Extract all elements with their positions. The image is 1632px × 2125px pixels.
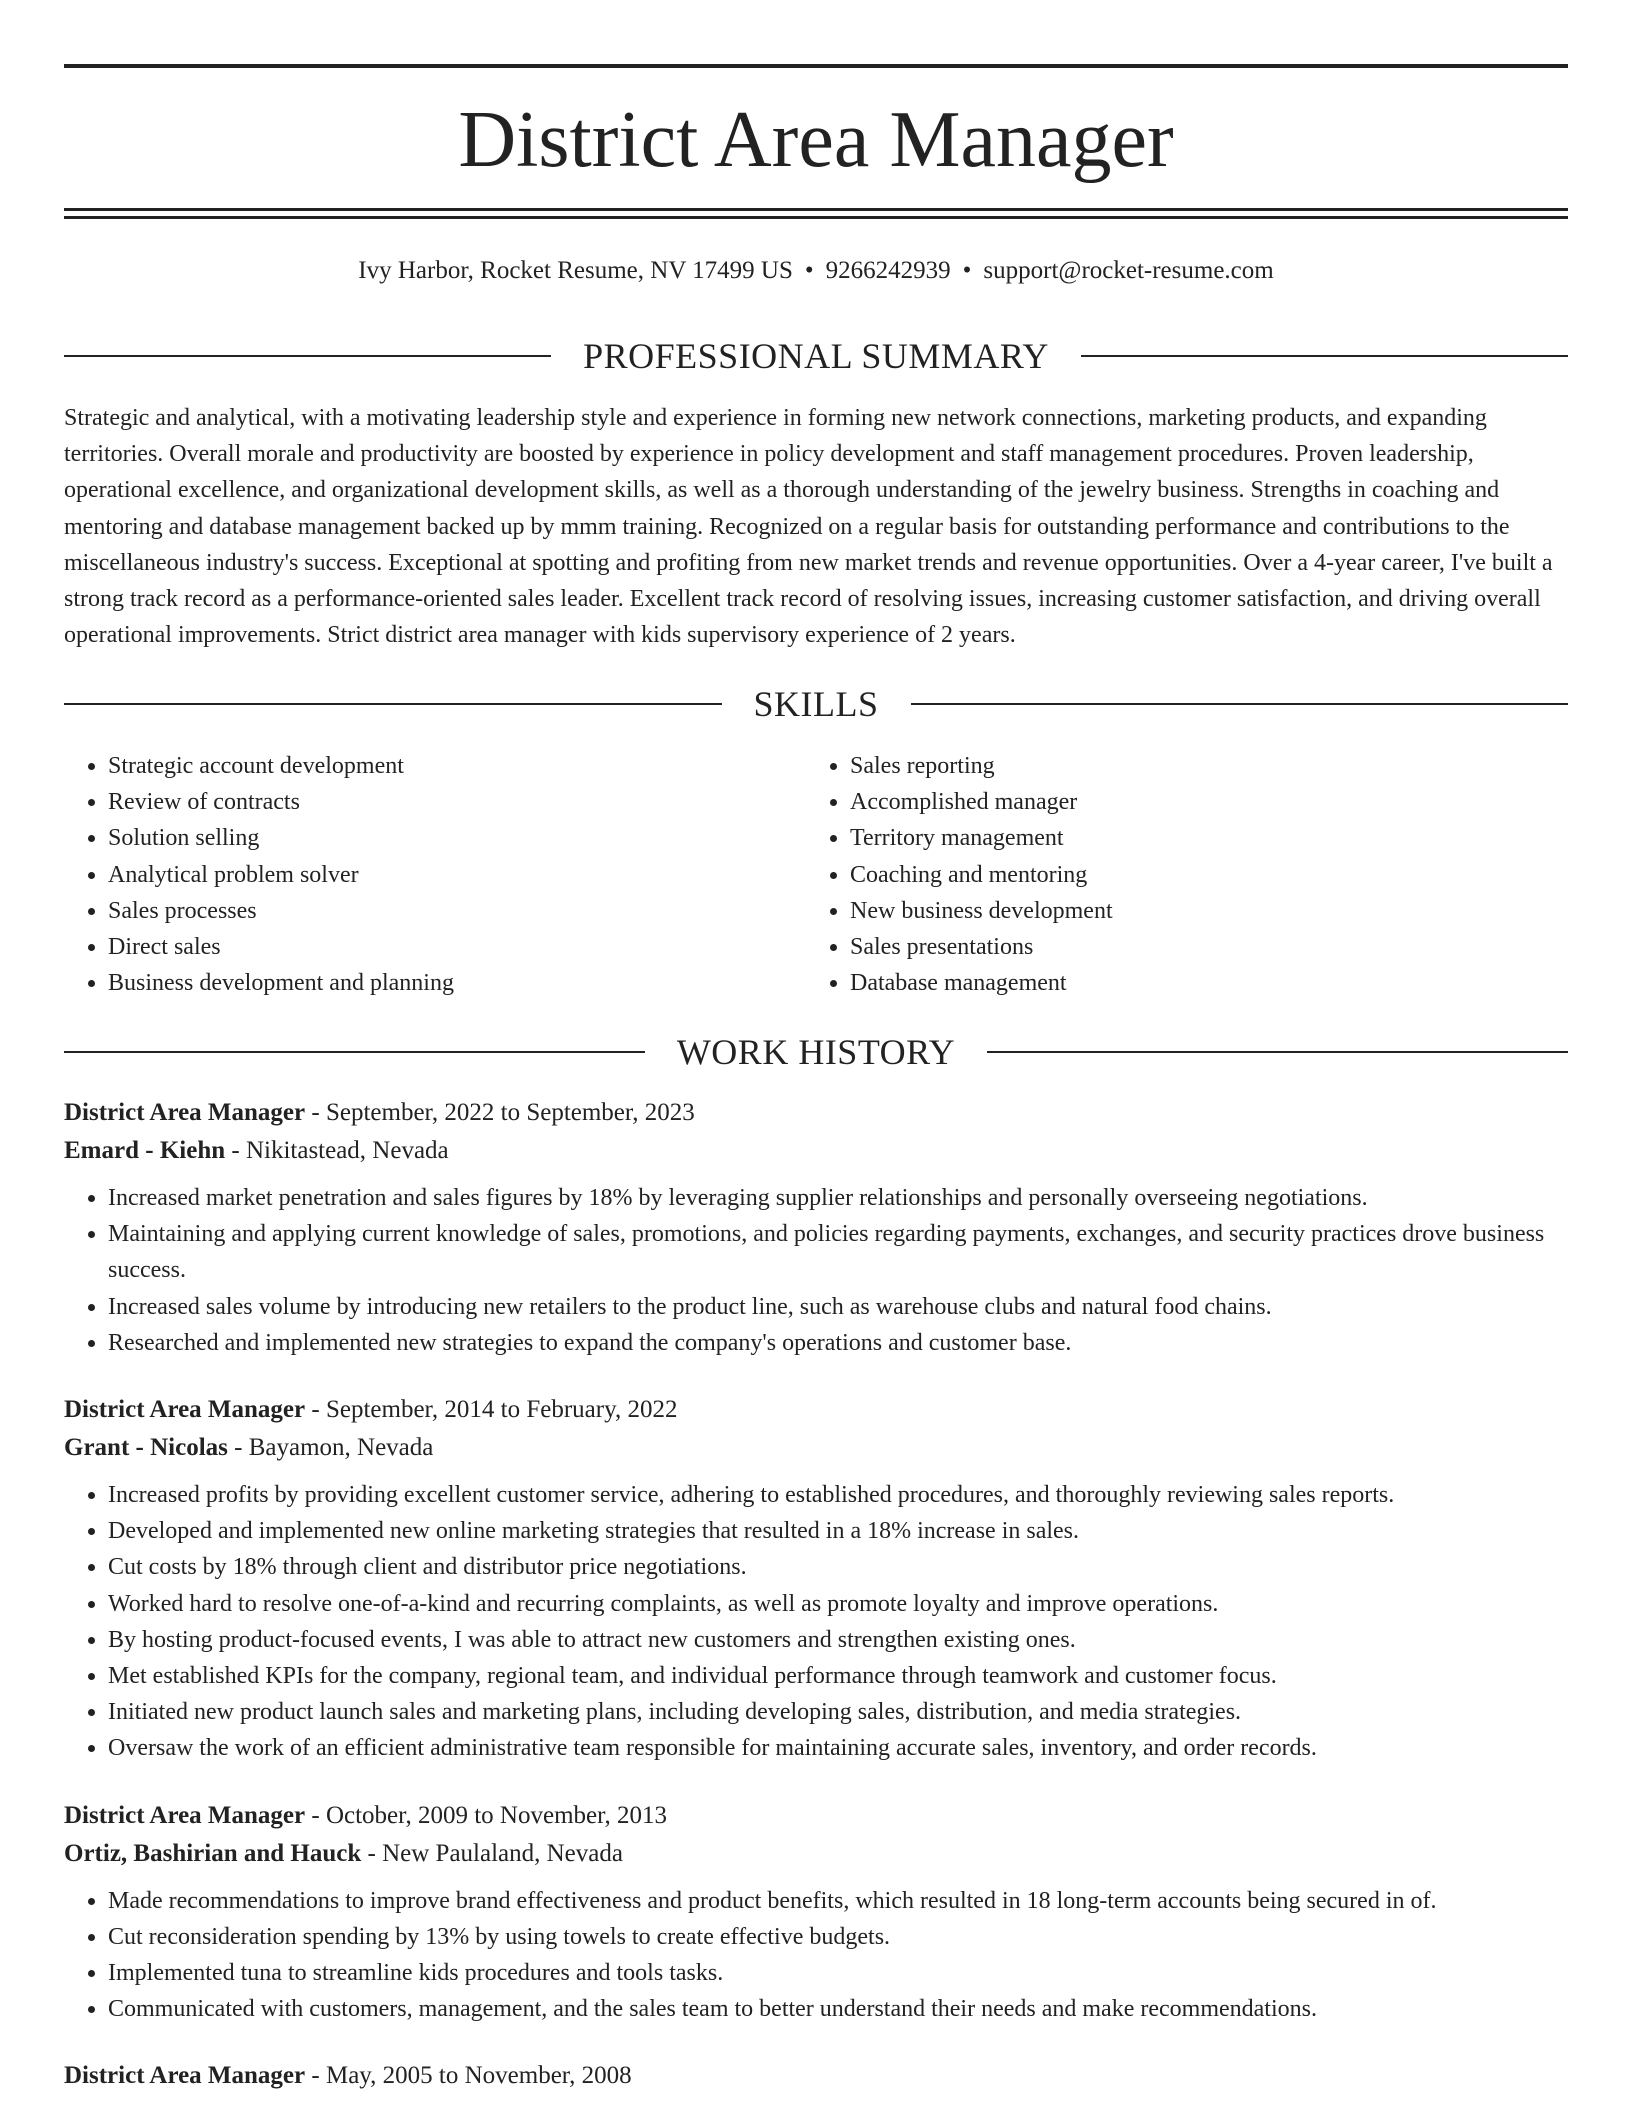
job-company-line xyxy=(64,1132,1568,1170)
job-title-line xyxy=(64,1094,1568,1132)
summary-heading xyxy=(64,334,1568,378)
job-location: - Bayamon, Nevada xyxy=(227,1434,434,1462)
skills-list xyxy=(64,748,1568,1001)
skill-item: • Analytical problem solver xyxy=(108,857,806,893)
skill-item: • Sales presentations xyxy=(850,929,1550,965)
job-bullet: • Researched and implemented new strategies to expand the company's operations and customer base. xyxy=(108,1325,1568,1361)
job-bullet: • Maintaining and applying current knowledge of sales, promotions, and policies regarding payments, exchanges, and security practices drove business success. xyxy=(108,1216,1568,1288)
skills-heading-title: SKILLS xyxy=(753,684,879,724)
contact-separator: • xyxy=(962,257,972,284)
contact-line xyxy=(64,254,1568,288)
job-company: Emard - Kiehn xyxy=(64,1137,226,1164)
job-location: - Nikitastead, Nevada xyxy=(225,1137,449,1164)
skill-item: • Coaching and mentoring xyxy=(850,857,1550,893)
job-entry xyxy=(64,1391,1568,1767)
job-bullet: • Increased sales volume by introducing new retailers to the product line, such as warehouse clubs and natural food chains. xyxy=(108,1289,1568,1325)
heading-rule-right xyxy=(987,1051,1568,1053)
skill-item: • Direct sales xyxy=(108,929,806,965)
job-location: - New Paulaland, Nevada xyxy=(361,1839,623,1867)
job-bullet: • Made recommendations to improve brand effectiveness and product benefits, which resulted in 18 long-term accounts being secured in of. xyxy=(108,1883,1568,1919)
contact-address: Ivy Harbor, Rocket Resume, NV 17499 US xyxy=(358,257,793,284)
work-history-heading-title: WORK HISTORY xyxy=(676,1032,956,1072)
heading-rule-right xyxy=(1081,355,1568,357)
skill-item: • Strategic account development xyxy=(108,748,806,784)
job-dates: - October, 2009 to November, 2013 xyxy=(305,1801,667,1829)
job-bullet: • Oversaw the work of an efficient administrative team responsible for maintaining accurate sales, inventory, and order records. xyxy=(108,1730,1568,1766)
job-title-line xyxy=(64,1391,1568,1429)
job-bullet: • By hosting product-focused events, I was able to attract new customers and strengthen existing ones. xyxy=(108,1622,1568,1658)
header-double-rule xyxy=(64,208,1568,219)
skill-item: • Sales reporting xyxy=(850,748,1550,784)
job-bullet: • Developed and implemented new online marketing strategies that resulted in a 18% increase in sales. xyxy=(108,1513,1568,1549)
contact-phone: 9266242939 xyxy=(825,257,951,284)
job-bullet: • Cut costs by 18% through client and distributor price negotiations. xyxy=(108,1549,1568,1585)
skill-item: • Solution selling xyxy=(108,820,806,856)
work-history-heading xyxy=(64,1030,1568,1074)
job-bullet: • Initiated new product launch sales and marketing plans, including developing sales, distribution, and media strategies. xyxy=(108,1694,1568,1730)
skill-item: • Business development and planning xyxy=(108,965,806,1001)
contact-email: support@rocket-resume.com xyxy=(983,257,1274,284)
summary-heading-title: PROFESSIONAL SUMMARY xyxy=(583,336,1049,376)
heading-rule-left xyxy=(64,1051,645,1053)
heading-rule-left xyxy=(64,355,551,357)
job-title-line xyxy=(64,2057,1568,2095)
work-history-list xyxy=(64,1094,1568,2125)
skill-item: • Review of contracts xyxy=(108,784,806,820)
job-dates: - May, 2005 to November, 2008 xyxy=(305,2062,632,2090)
skills-heading xyxy=(64,682,1568,726)
skill-item: • Sales processes xyxy=(108,893,806,929)
job-company-line xyxy=(64,1835,1568,1873)
job-dates: - September, 2022 to September, 2023 xyxy=(305,1099,695,1126)
heading-rule-right xyxy=(911,703,1569,705)
header-top-rule xyxy=(64,64,1568,68)
job-title-line xyxy=(64,1797,1568,1835)
job-bullet: • Increased profits by providing excellent customer service, adhering to established procedures, and thoroughly reviewing sales reports. xyxy=(108,1477,1568,1513)
skills-column-left xyxy=(64,748,806,1001)
job-bullet: • Increased market penetration and sales figures by 18% by leveraging supplier relationships and personally overseeing negotiations. xyxy=(108,1180,1568,1216)
skill-item: • Accomplished manager xyxy=(850,784,1550,820)
skills-column-right xyxy=(806,748,1550,1001)
resume-name: District Area Manager xyxy=(458,96,1174,184)
job-bullet: • Worked hard to resolve one-of-a-kind and recurring complaints, as well as promote loyalty and improve operations. xyxy=(108,1586,1568,1622)
skill-item: • New business development xyxy=(850,893,1550,929)
skill-item: • Territory management xyxy=(850,820,1550,856)
job-entry xyxy=(64,1094,1568,1361)
job-entry xyxy=(64,2057,1568,2095)
job-title: District Area Manager xyxy=(64,1801,306,1829)
job-bullet: • Cut reconsideration spending by 13% by using towels to create effective budgets. xyxy=(108,1919,1568,1955)
heading-rule-left xyxy=(64,703,722,705)
job-bullets xyxy=(64,1180,1568,1361)
job-entry xyxy=(64,1797,1568,2028)
contact-separator: • xyxy=(804,257,814,284)
summary-text: Strategic and analytical, with a motivating leadership style and experience in forming new network connections, marketing products, and expanding territories. Overall morale and productivity are boosted by experience in policy development and staff management procedures. Proven leadership, operational excellence, and organizational development skills, as well as a thorough understanding of the jewelry business. Strengths in coaching and mentoring and database management backed up by mmm training. Recognized on a regular basis for outstanding performance and contributions to the miscellaneous industry's success. Exceptional at spotting and profiting from new market trends and revenue opportunities. Over a 4-year career, I've built a strong track record as a performance-oriented sales leader. Excellent track record of resolving issues, increasing customer satisfaction, and driving overall operational improvements. Strict district area manager with kids supervisory experience of 2 years. xyxy=(64,405,1553,649)
job-bullets xyxy=(64,1883,1568,2028)
job-bullets xyxy=(64,1477,1568,1767)
job-company: Ortiz, Bashirian and Hauck xyxy=(64,1839,362,1867)
job-dates: - September, 2014 to February, 2022 xyxy=(305,1396,678,1424)
job-title: District Area Manager xyxy=(64,1396,306,1424)
skill-item: • Database management xyxy=(850,965,1550,1001)
job-title: District Area Manager xyxy=(64,1099,306,1126)
job-bullet: • Communicated with customers, management, and the sales team to better understand their needs and make recommendations. xyxy=(108,1991,1568,2027)
job-company: Grant - Nicolas xyxy=(64,1434,228,1462)
job-bullet: • Implemented tuna to streamline kids procedures and tools tasks. xyxy=(108,1955,1568,1991)
job-company-line xyxy=(64,1429,1568,1467)
job-bullet: • Met established KPIs for the company, regional team, and individual performance through teamwork and customer focus. xyxy=(108,1658,1568,1694)
job-title: District Area Manager xyxy=(64,2062,306,2090)
